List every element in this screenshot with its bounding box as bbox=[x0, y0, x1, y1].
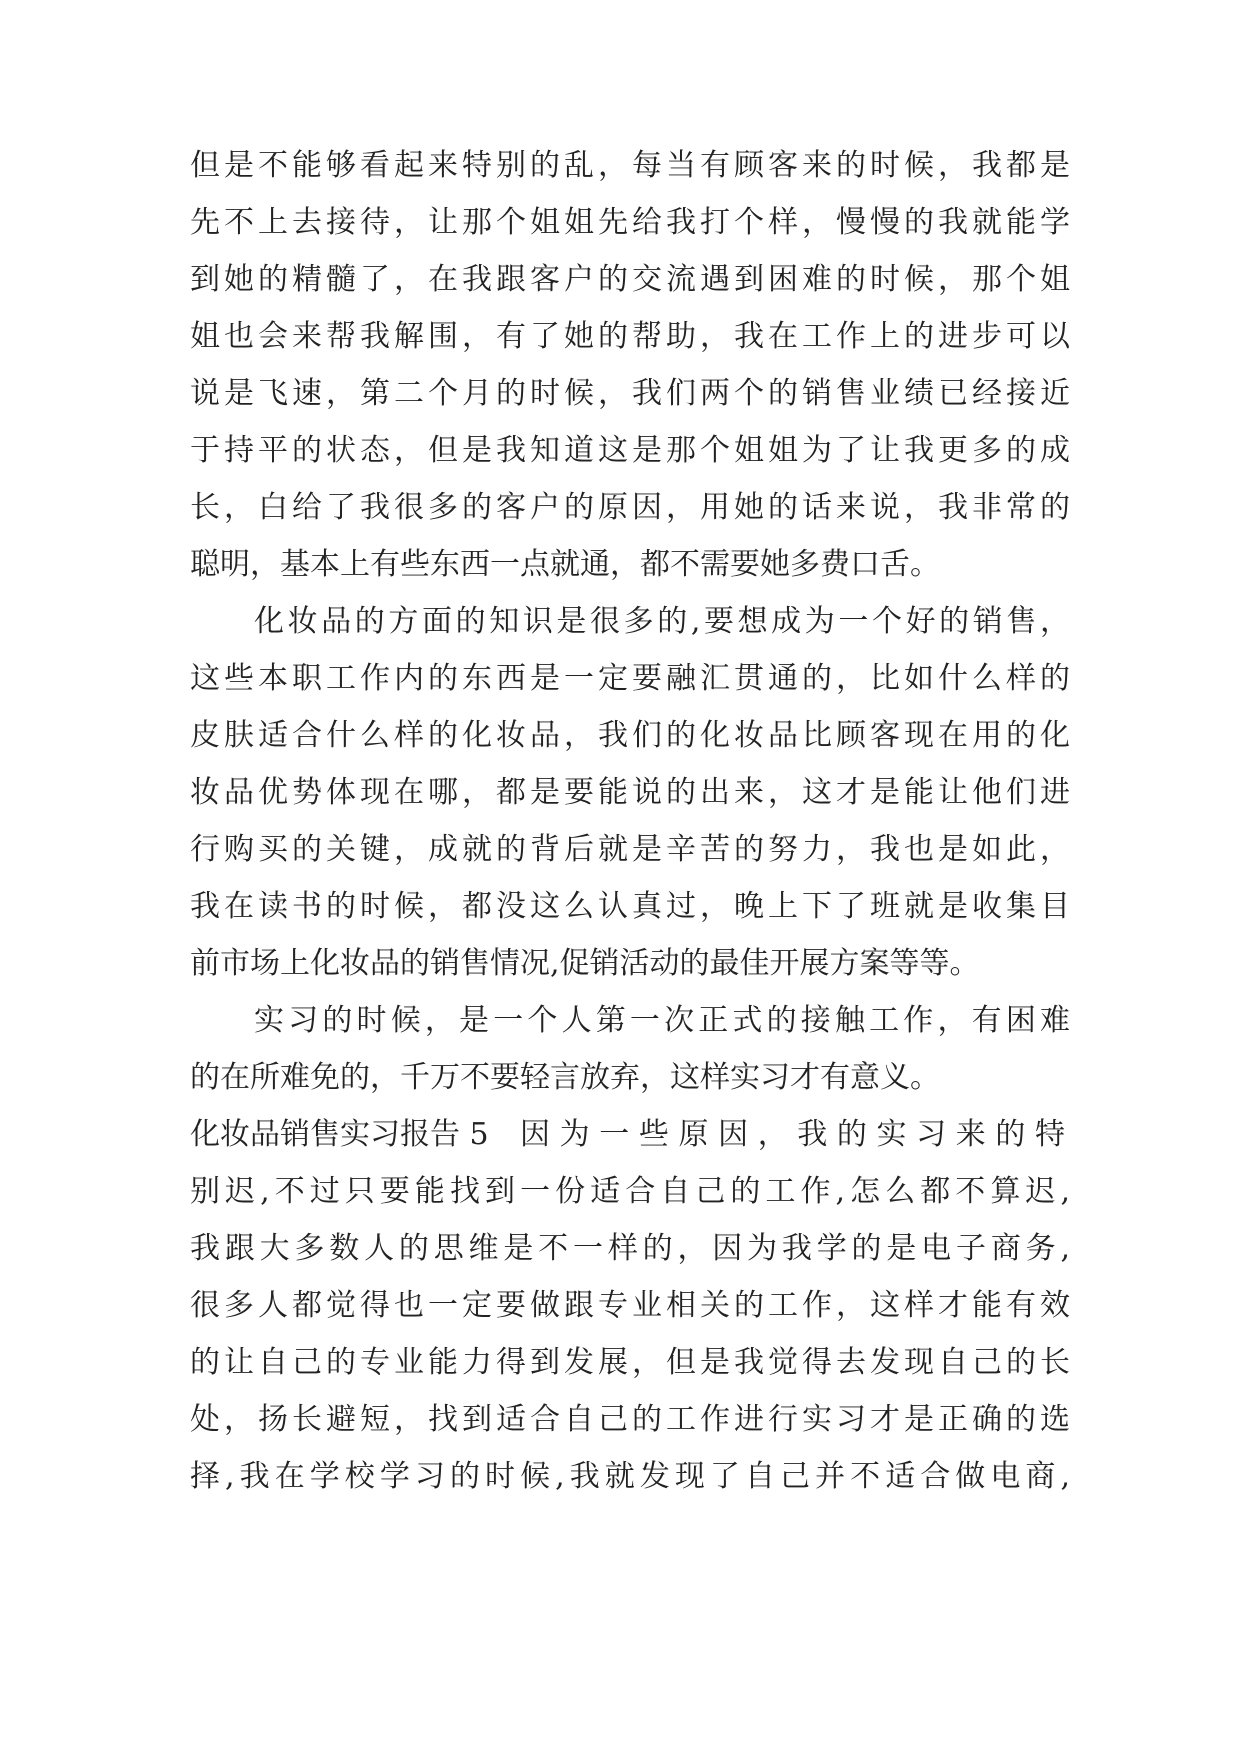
text-line: 我在读书的时候，都没这么认真过，晚上下了班就是收集目 bbox=[190, 889, 1070, 924]
text-line: 的在所难免的，千万不要轻言放弃，这样实习才有意义。 bbox=[190, 1060, 940, 1095]
text-line: 前市场上化妆品的销售情况,促销活动的最佳开展方案等等。 bbox=[190, 946, 980, 981]
text-line: 姐也会来帮我解围，有了她的帮助，我在工作上的进步可以 bbox=[190, 319, 1070, 354]
text-line: 化妆品的方面的知识是很多的,要想成为一个好的销售， bbox=[254, 604, 1070, 639]
section-heading: 化妆品销售实习报告 5 bbox=[190, 1117, 489, 1152]
text-line: 实习的时候，是一个人第一次正式的接触工作，有困难 bbox=[254, 1003, 1070, 1038]
text-line: 别迟,不过只要能找到一份适合自己的工作,怎么都不算迟, bbox=[190, 1174, 1070, 1209]
text-line: 但是不能够看起来特别的乱，每当有顾客来的时候，我都是 bbox=[190, 148, 1070, 183]
text-line: 这些本职工作内的东西是一定要融汇贯通的，比如什么样的 bbox=[190, 661, 1070, 696]
text-line: 因为一些原因，我的实习来的特 bbox=[520, 1117, 1065, 1152]
text-line: 长，白给了我很多的客户的原因，用她的话来说，我非常的 bbox=[190, 490, 1070, 525]
text-line: 于持平的状态，但是我知道这是那个姐姐为了让我更多的成 bbox=[190, 433, 1070, 468]
text-line: 皮肤适合什么样的化妆品，我们的化妆品比顾客现在用的化 bbox=[190, 718, 1070, 753]
text-line: 聪明，基本上有些东西一点就通，都不需要她多费口舌。 bbox=[190, 547, 940, 582]
text-line: 的让自己的专业能力得到发展，但是我觉得去发现自己的长 bbox=[190, 1345, 1070, 1380]
section-heading-line bbox=[190, 1115, 1070, 1155]
text-line: 择,我在学校学习的时候,我就发现了自己并不适合做电商, bbox=[190, 1459, 1070, 1494]
text-line: 行购买的关键，成就的背后就是辛苦的努力，我也是如此， bbox=[190, 832, 1070, 867]
text-line: 妆品优势体现在哪，都是要能说的出来，这才是能让他们进 bbox=[190, 775, 1070, 810]
text-line: 处，扬长避短，找到适合自己的工作进行实习才是正确的选 bbox=[190, 1402, 1070, 1437]
text-line: 说是飞速，第二个月的时候，我们两个的销售业绩已经接近 bbox=[190, 376, 1070, 411]
text-line: 很多人都觉得也一定要做跟专业相关的工作，这样才能有效 bbox=[190, 1288, 1070, 1323]
text-line: 我跟大多数人的思维是不一样的，因为我学的是电子商务, bbox=[190, 1231, 1070, 1266]
text-line: 先不上去接待，让那个姐姐先给我打个样，慢慢的我就能学 bbox=[190, 205, 1070, 240]
text-line: 到她的精髓了，在我跟客户的交流遇到困难的时候，那个姐 bbox=[190, 262, 1070, 297]
